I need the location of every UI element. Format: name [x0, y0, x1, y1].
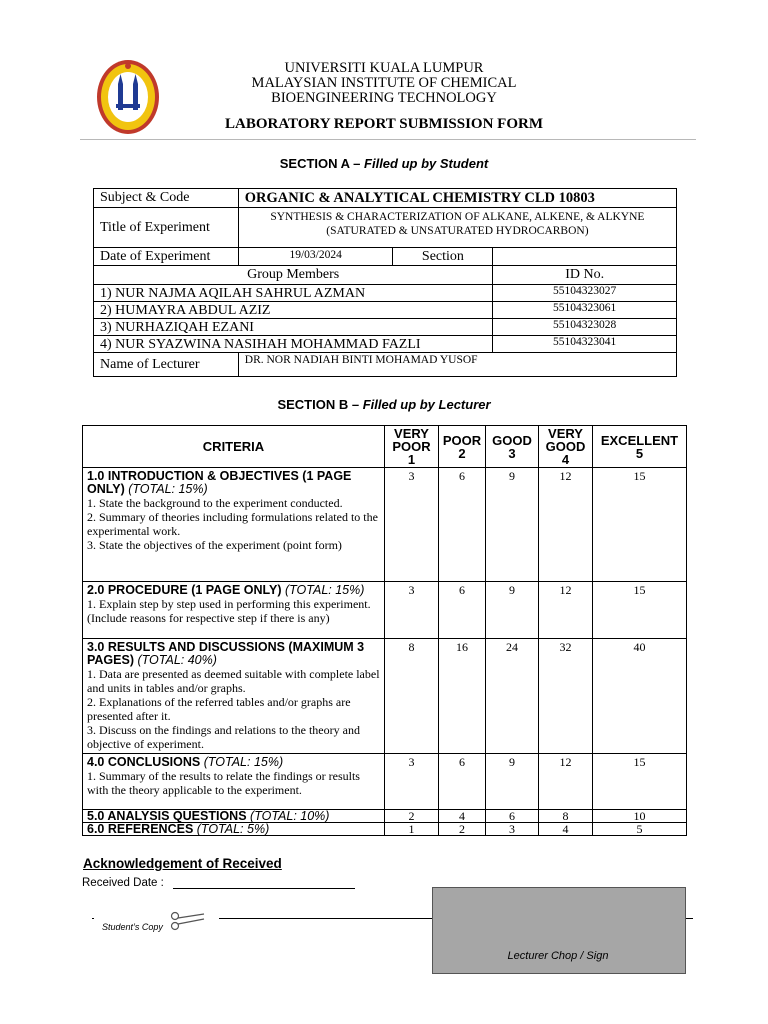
criteria-item: 2. Summary of theories including formulations related to the experimental work.	[87, 510, 378, 538]
criteria-row-4: 4.0 CONCLUSIONS (TOTAL: 15%) 1. Summary of the results to relate the findings or results with the theory applicable to the experiment.	[83, 754, 385, 810]
section-a-title: SECTION A – Filled up by Student	[279, 156, 489, 171]
acknowledgement-title: Acknowledgement of Received	[83, 856, 282, 871]
score-cell[interactable]: 8	[539, 810, 593, 823]
section-b-rubric-table	[82, 425, 687, 836]
students-copy-label: Student’s Copy	[102, 922, 163, 932]
score-cell[interactable]: 9	[486, 468, 539, 582]
experiment-title-line-2: (SATURATED & UNSATURATED HYDROCARBON)	[326, 225, 589, 237]
scissors-icon	[166, 910, 206, 932]
section-label: Section	[393, 248, 493, 266]
very-good-header: VERY GOOD 4	[539, 426, 593, 468]
group-members-header: Group Members	[94, 266, 493, 285]
criteria-row-3: 3.0 RESULTS AND DISCUSSIONS (MAXIMUM 3 PAGES) (TOTAL: 40%) 1. Data are presented as deemed suitable with complete label and units in tables and/or graphs. 2. Explanations of the referred tables and/or graphs are presented after it. 3. Discuss on the findings and relations to the theory and objective of experiment.	[83, 639, 385, 754]
score-cell[interactable]: 9	[486, 582, 539, 639]
criteria-row-2: 2.0 PROCEDURE (1 PAGE ONLY) (TOTAL: 15%) 1. Explain step by step used in performing this experiment. (Include reasons for respective step if there is any)	[83, 582, 385, 639]
criteria-item: 1. Explain step by step used in performing this experiment. (Include reasons for respective step if there is any)	[87, 597, 371, 625]
section-b-title: SECTION B – Filled up by Lecturer	[277, 397, 491, 412]
member-name-4[interactable]: 4) NUR SYAZWINA NASIHAH MOHAMMAD FAZLI	[94, 336, 493, 353]
score-cell[interactable]: 15	[593, 468, 687, 582]
lecturer-chop-label: Lecturer Chop / Sign	[507, 950, 609, 962]
criteria-item: 2. Explanations of the referred tables and/or graphs are presented after it.	[87, 695, 351, 723]
experiment-title-label: Title of Experiment	[94, 208, 239, 248]
member-name-2[interactable]: 2) HUMAYRA ABDUL AZIZ	[94, 302, 493, 319]
excellent-header: EXCELLENT 5	[593, 426, 687, 468]
criteria-item: 3. State the objectives of the experiment (point form)	[87, 538, 342, 552]
score-cell[interactable]: 2	[439, 823, 486, 836]
cut-line-marker	[92, 918, 94, 919]
criteria-row-5: 5.0 ANALYSIS QUESTIONS (TOTAL: 10%)	[83, 810, 385, 823]
score-cell[interactable]: 6	[439, 582, 486, 639]
institute-line-2: BIOENGINEERING TECHNOLOGY	[271, 90, 497, 106]
poor-header: POOR 2	[439, 426, 486, 468]
criteria-header: CRITERIA	[83, 426, 385, 468]
score-cell[interactable]: 6	[439, 468, 486, 582]
score-cell[interactable]: 15	[593, 754, 687, 810]
score-cell[interactable]: 8	[385, 639, 439, 754]
institute-line-1: MALAYSIAN INSTITUTE OF CHEMICAL	[251, 75, 517, 91]
criteria-item: 3. Discuss on the findings and relations to the theory and objective of experiment.	[87, 723, 360, 751]
score-cell[interactable]: 24	[486, 639, 539, 754]
criteria-item: 1. Summary of the results to relate the findings or results with the theory applicable to the experiment.	[87, 769, 360, 797]
lecturer-value[interactable]: DR. NOR NADIAH BINTI MOHAMAD YUSOF	[238, 353, 676, 377]
member-id-3[interactable]: 55104323028	[493, 319, 677, 336]
score-cell[interactable]: 1	[385, 823, 439, 836]
member-id-1[interactable]: 55104323027	[493, 285, 677, 302]
date-value[interactable]: 19/03/2024	[238, 248, 393, 266]
score-cell[interactable]: 4	[539, 823, 593, 836]
member-id-2[interactable]: 55104323061	[493, 302, 677, 319]
score-cell[interactable]: 32	[539, 639, 593, 754]
id-header: ID No.	[493, 266, 677, 285]
score-cell[interactable]: 12	[539, 754, 593, 810]
received-date-label: Received Date :	[82, 877, 164, 889]
score-cell[interactable]: 9	[486, 754, 539, 810]
date-label: Date of Experiment	[94, 248, 239, 266]
score-cell[interactable]: 3	[486, 823, 539, 836]
score-cell[interactable]: 6	[486, 810, 539, 823]
header-divider	[80, 139, 696, 140]
score-cell[interactable]: 5	[593, 823, 687, 836]
very-poor-header: VERY POOR 1	[385, 426, 439, 468]
section-value[interactable]	[493, 248, 677, 266]
score-cell[interactable]: 3	[385, 582, 439, 639]
experiment-title-value[interactable]	[238, 208, 676, 248]
score-cell[interactable]: 15	[593, 582, 687, 639]
university-name: UNIVERSITI KUALA LUMPUR	[284, 60, 484, 76]
score-cell[interactable]: 6	[439, 754, 486, 810]
experiment-title-line-1: SYNTHESIS & CHARACTERIZATION OF ALKANE, ALKENE, & ALKYNE	[270, 211, 645, 223]
member-name-3[interactable]: 3) NURHAZIQAH EZANI	[94, 319, 493, 336]
score-cell[interactable]: 4	[439, 810, 486, 823]
score-cell[interactable]: 12	[539, 582, 593, 639]
score-cell[interactable]: 10	[593, 810, 687, 823]
criteria-item: 1. Data are presented as deemed suitable with complete label and units in tables and/or graphs.	[87, 667, 380, 695]
member-name-1[interactable]: 1) NUR NAJMA AQILAH SAHRUL AZMAN	[94, 285, 493, 302]
received-date-field[interactable]	[173, 888, 355, 889]
subject-label: Subject & Code	[94, 189, 239, 208]
section-a-table	[93, 188, 677, 377]
score-cell[interactable]: 12	[539, 468, 593, 582]
criteria-row-6: 6.0 REFERENCES (TOTAL: 5%)	[83, 823, 385, 836]
criteria-item: 1. State the background to the experiment conducted.	[87, 496, 343, 510]
member-id-4[interactable]: 55104323041	[493, 336, 677, 353]
score-cell[interactable]: 3	[385, 468, 439, 582]
good-header: GOOD 3	[486, 426, 539, 468]
criteria-row-1: 1.0 INTRODUCTION & OBJECTIVES (1 PAGE ONLY) (TOTAL: 15%) 1. State the background to the experiment conducted. 2. Summary of theories including formulations related to the experimental work. 3. State the objectives of the experiment (point form)	[83, 468, 385, 582]
score-cell[interactable]: 3	[385, 754, 439, 810]
score-cell[interactable]: 40	[593, 639, 687, 754]
subject-value[interactable]: ORGANIC & ANALYTICAL CHEMISTRY CLD 10803	[238, 189, 676, 208]
form-title: LABORATORY REPORT SUBMISSION FORM	[224, 116, 544, 132]
score-cell[interactable]: 2	[385, 810, 439, 823]
score-cell[interactable]: 16	[439, 639, 486, 754]
lecturer-label: Name of Lecturer	[94, 353, 239, 377]
